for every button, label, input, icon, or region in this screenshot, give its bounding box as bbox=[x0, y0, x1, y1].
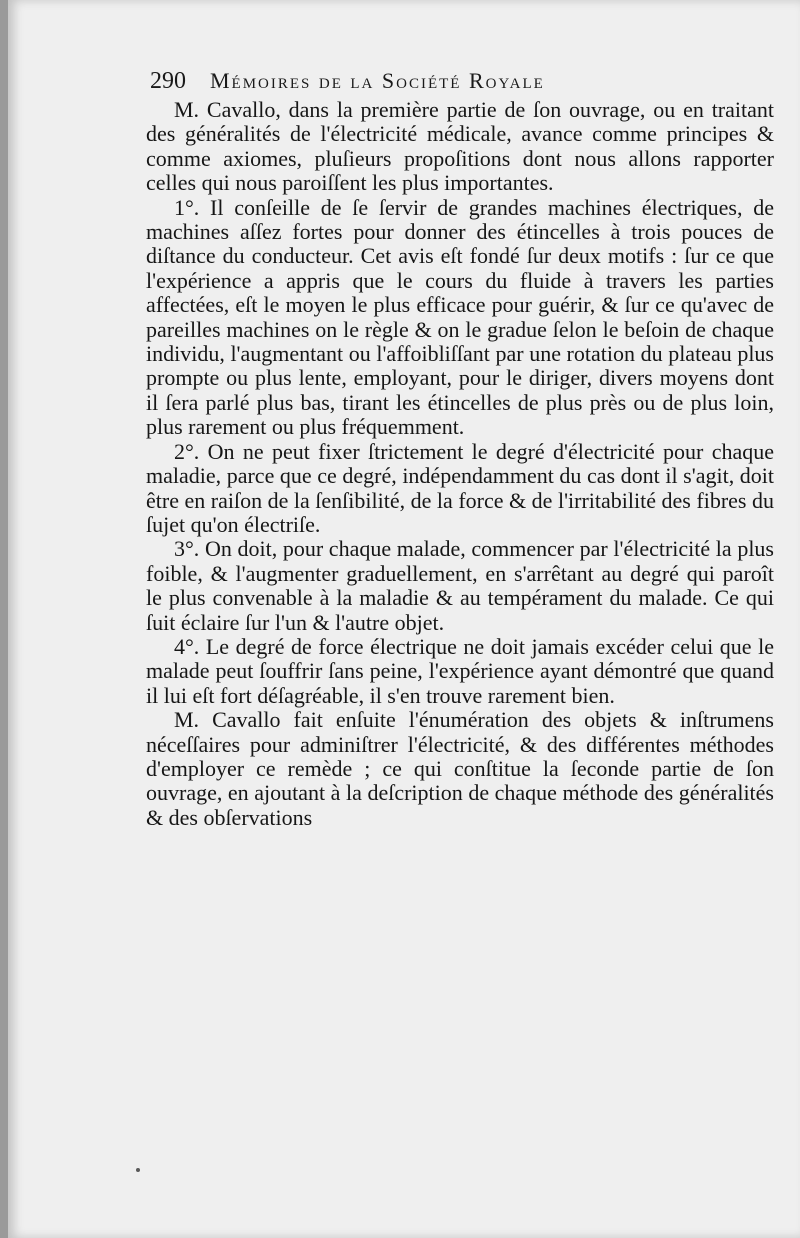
book-page bbox=[8, 0, 800, 1238]
body-text bbox=[146, 98, 774, 830]
page-number: 290 bbox=[150, 68, 186, 94]
paragraph-point-3: 3°. On doit, pour chaque malade, commencer par l'électricité la plus foible, & l'augmenter graduellement, en s'arrêtant au degré qui paroît le plus convenable à la maladie & au tempérament du malade. Ce qui ſuit éclaire ſur l'un & l'autre objet. bbox=[146, 536, 774, 635]
paragraph-point-4: 4°. Le degré de force électrique ne doit jamais excéder celui que le malade peut ſouffrir ſans peine, l'expérience ayant démontré que quand il lui eſt fort déſagréable, il s'en trouve rarement bien. bbox=[146, 633, 774, 708]
running-head: Mémoires de la Société Royale bbox=[210, 68, 545, 93]
ink-speck bbox=[136, 1168, 140, 1172]
paragraph-point-1: 1°. Il conſeille de ſe ſervir de grandes machines électriques, de machines aſſez fortes pour donner des étincelles à trois pouces de diſtance du conducteur. Cet avis eſt fondé ſur deux motifs : ſur ce que l'expérience a appris que le cours du fluide à travers les parties affectées, eſt le moyen le plus efficace pour guérir, & ſur ce qu'avec de pareilles machines on le règle & on le gradue ſelon le beſoin de chaque individu, l'augmentant ou l'affoibliſſant par une rotation du plateau plus prompte ou plus lente, employant, pour le diriger, divers moyens dont il ſera parlé plus bas, tirant les étincelles de plus près ou de plus loin, plus rarement ou plus fréquemment. bbox=[146, 194, 774, 440]
paragraph-intro: M. Cavallo, dans la première partie de ſon ouvrage, ou en traitant des généralités de l'électricité médicale, avance comme principes & comme axiomes, pluſieurs propoſitions dont nous allons rapporter celles qui nous paroiſſent les plus importantes. bbox=[146, 97, 774, 196]
page-header bbox=[150, 66, 710, 96]
paragraph-closing: M. Cavallo fait enſuite l'énumération des objets & inſtrumens néceſſaires pour adminiſtrer l'électricité, & des différentes méthodes d'employer ce remède ; ce qui conſtitue la ſeconde partie de ſon ouvrage, en ajoutant à la deſcription de chaque méthode des généralités & des obſervations bbox=[146, 707, 774, 830]
paragraph-point-2: 2°. On ne peut fixer ſtrictement le degré d'électricité pour chaque maladie, parce que ce degré, indépendamment du cas dont il s'agit, doit être en raiſon de la ſenſibilité, de la force & de l'irritabilité des fibres du ſujet qu'on électriſe. bbox=[146, 438, 774, 537]
